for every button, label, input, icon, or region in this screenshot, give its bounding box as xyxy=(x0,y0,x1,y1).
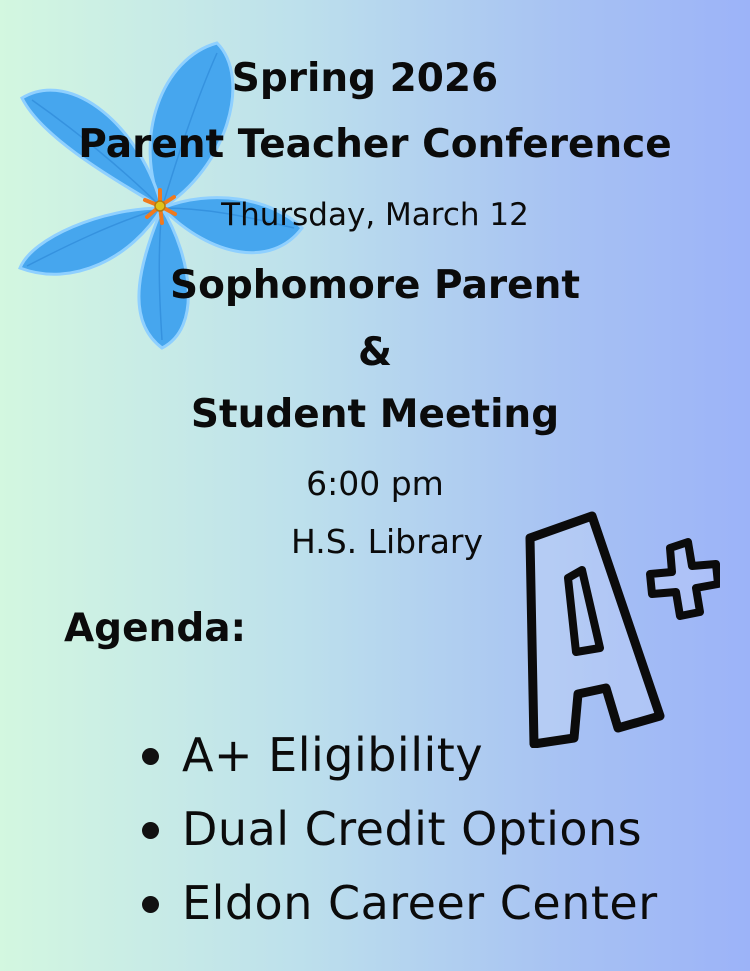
agenda-heading: Agenda: xyxy=(64,606,247,651)
event-title: Parent Teacher Conference xyxy=(78,122,672,167)
agenda-item xyxy=(142,718,658,792)
bullet-icon xyxy=(142,896,159,913)
agenda-item-text: A+ Eligibility xyxy=(182,728,484,782)
agenda-item-text: Eldon Career Center xyxy=(182,876,658,930)
event-season-title: Spring 2026 xyxy=(231,56,499,101)
agenda-item xyxy=(142,792,658,866)
bullet-icon xyxy=(142,748,159,765)
event-time: 6:00 pm xyxy=(306,464,444,503)
agenda-item-text: Dual Credit Options xyxy=(182,802,643,856)
event-location: H.S. Library xyxy=(290,522,484,561)
meeting-title-line2: Student Meeting xyxy=(190,392,560,437)
agenda-item xyxy=(142,866,658,940)
event-date: Thursday, March 12 xyxy=(221,197,529,233)
agenda-list xyxy=(142,718,658,940)
bullet-icon xyxy=(142,822,159,839)
meeting-title-line1: Sophomore Parent xyxy=(170,263,580,308)
meeting-title-ampersand: & xyxy=(357,330,392,375)
